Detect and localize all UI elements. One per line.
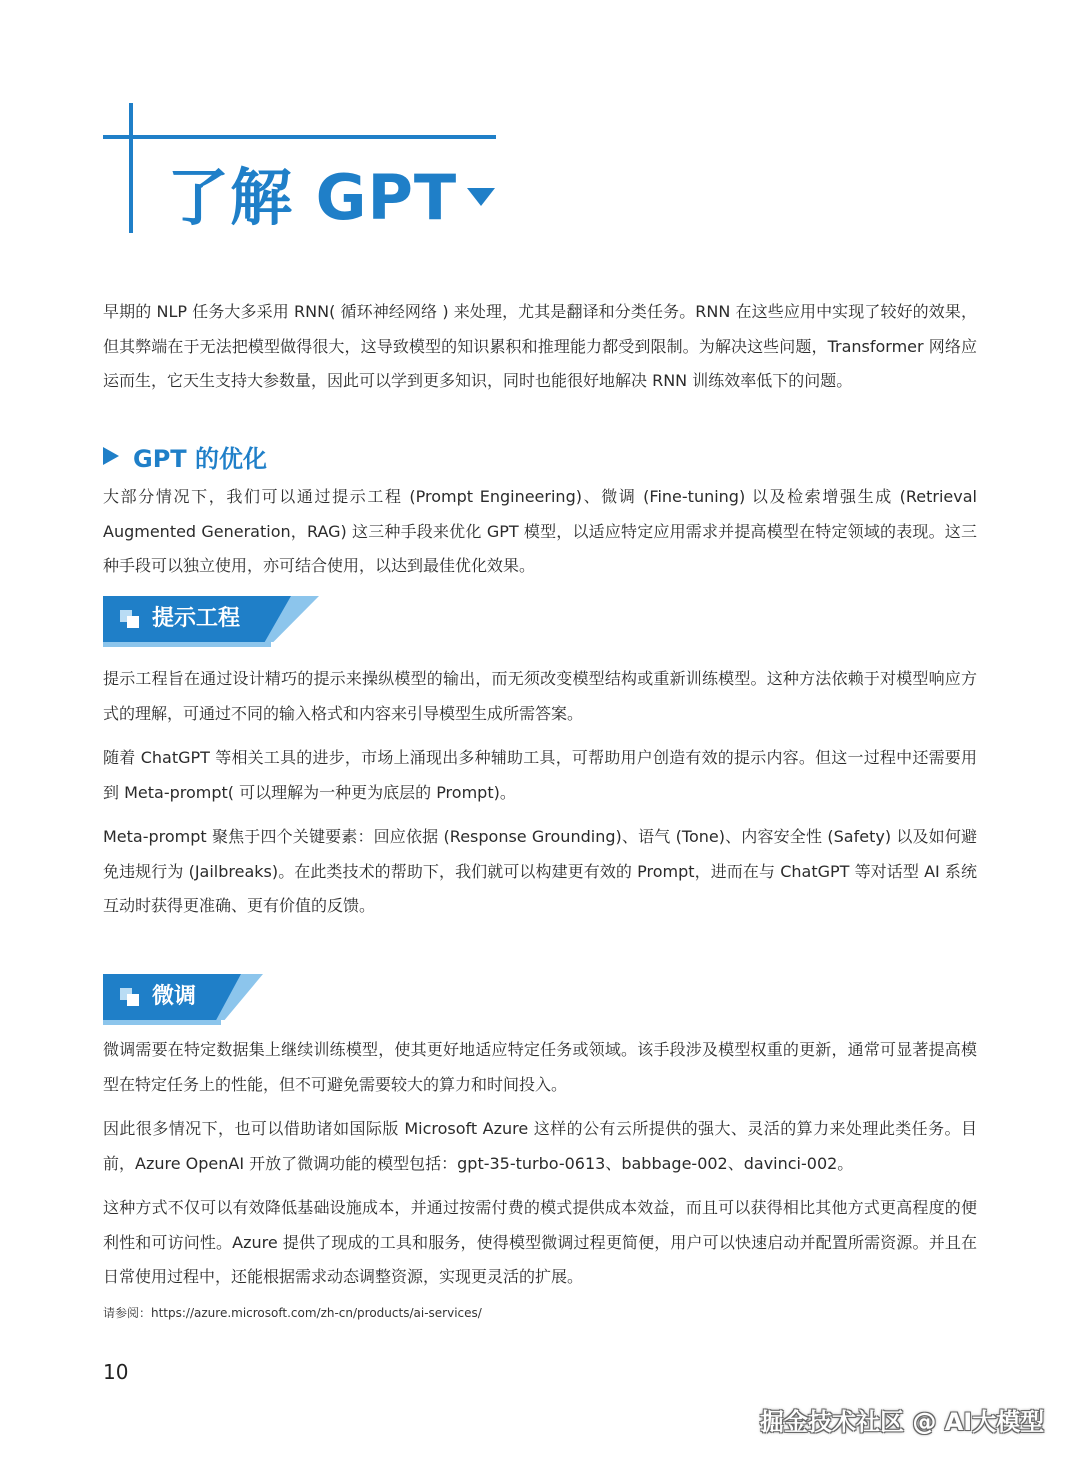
section-label-fine-tuning: 微调 xyxy=(152,984,197,1009)
optimization-heading xyxy=(103,438,267,474)
play-triangle-icon xyxy=(103,447,119,465)
fine-tuning-paragraph-1: 微调需要在特定数据集上继续训练模型，使其更好地适应特定任务或领域。该手段涉及模型权重的更新，通常可显著提高模型在特定任务上的性能，但不可避免需要较大的算力和时间投入。 xyxy=(103,1040,977,1094)
title-triangle-icon xyxy=(467,188,495,206)
optimization-paragraph: 大部分情况下，我们可以通过提示工程 (Prompt Engineering)、微调 (Fine-tuning) 以及检索增强生成 (Retrieval Augmented Generation，RAG) 这三种手段来优化 GPT 模型，以适应特定应用需求并提高模型在特定领域的表现。这三种手段可以独立使用，亦可结合使用，以达到最佳优化效果。 xyxy=(103,487,977,575)
optimization-heading-text: GPT 的优化 xyxy=(133,444,268,473)
section-banner-fine-tuning xyxy=(103,974,263,1020)
section-banner-prompt-engineering xyxy=(103,596,319,642)
watermark: 掘金技术社区 @ AI大模型 xyxy=(760,1408,1045,1436)
squares-icon-front xyxy=(127,994,139,1006)
page-number: 10 xyxy=(103,1360,129,1384)
prompt-engineering-paragraph-2: 随着 ChatGPT 等相关工具的进步，市场上涌现出多种辅助工具，可帮助用户创造有效的提示内容。但这一过程中还需要用到 Meta-prompt( 可以理解为一种更为底层的 Prompt)。 xyxy=(103,748,977,802)
prompt-engineering-paragraph-1: 提示工程旨在通过设计精巧的提示来操纵模型的输出，而无须改变模型结构或重新训练模型。这种方法依赖于对模型响应方式的理解，可通过不同的输入格式和内容来引导模型生成所需答案。 xyxy=(103,669,977,723)
fine-tuning-paragraph-3: 这种方式不仅可以有效降低基础设施成本，并通过按需付费的模式提供成本效益，而且可以获得相比其他方式更高程度的便利性和可访问性。Azure 提供了现成的工具和服务，使得模型微调过程更简便，用户可以快速启动并配置所需资源。并且在日常使用过程中，还能根据需求动态调整资源，实现更灵活的扩展。 xyxy=(103,1198,977,1286)
intro-paragraph: 早期的 NLP 任务大多采用 RNN( 循环神经网络 ) 来处理，尤其是翻译和分类任务。RNN 在这些应用中实现了较好的效果，但其弊端在于无法把模型做得很大，这导致模型的知识累积和推理能力都受到限制。为解决这些问题，Transformer 网络应运而生，它天生支持大参数量，因此可以学到更多知识，同时也能很好地解决 RNN 训练效率低下的问题。 xyxy=(103,302,977,390)
banner-underline xyxy=(103,1020,221,1025)
banner-underline xyxy=(103,642,271,647)
reference-link[interactable]: 请参阅：https://azure.microsoft.com/zh-cn/products/ai-services/ xyxy=(103,1306,482,1320)
fine-tuning-paragraph-2: 因此很多情况下，也可以借助诸如国际版 Microsoft Azure 这样的公有云所提供的强大、灵活的算力来处理此类任务。目前，Azure OpenAI 开放了微调功能的模型包括：gpt-35-turbo-0613、babbage-002、davinci-002。 xyxy=(103,1119,977,1173)
page-title: 了解 GPT xyxy=(167,161,458,234)
title-decoration-vertical xyxy=(129,103,133,233)
squares-icon-front xyxy=(127,616,139,628)
section-label-prompt-engineering: 提示工程 xyxy=(152,606,241,631)
title-decoration-horizontal xyxy=(103,135,496,139)
prompt-engineering-paragraph-3: Meta-prompt 聚焦于四个关键要素：回应依据 (Response Grounding)、语气 (Tone)、内容安全性 (Safety) 以及如何避免违规行为 (Jailbreaks)。在此类技术的帮助下，我们就可以构建更有效的 Prompt，进而在与 ChatGPT 等对话型 AI 系统互动时获得更准确、更有价值的反馈。 xyxy=(103,827,977,915)
